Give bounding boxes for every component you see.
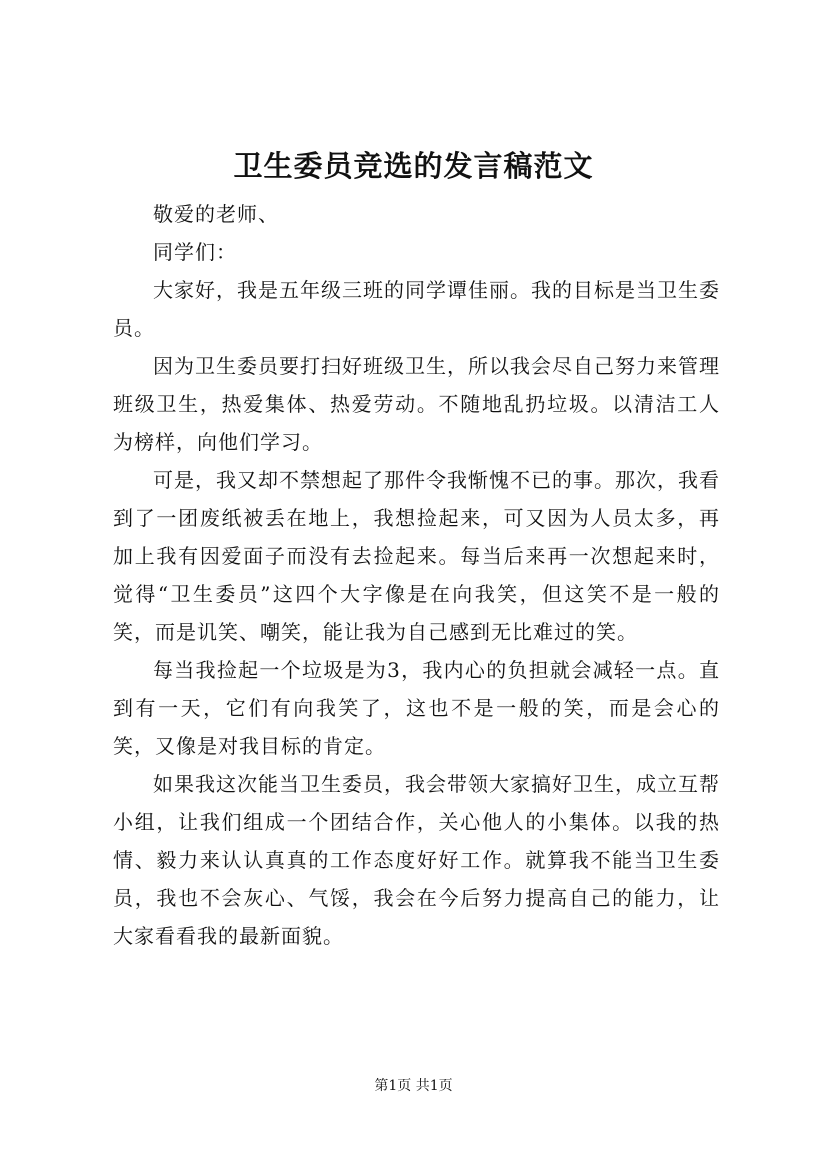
page-footer: 第1页 共1页: [374, 1078, 453, 1094]
paragraph-salutation-1: 敬爱的老师、: [153, 202, 279, 226]
paragraph-story: 可是，我又却不禁想起了那件令我惭愧不已的事。那次，我看到了一团废纸被丢在地上，我想捡起来，可又因为人员太多，再加上我有因爱面子而没有去捡起来。每当后来再一次想起来时，觉得“卫生委员”这四个大字像是在向我笑，但这笑不是一般的笑，而是讥笑、嘲笑，能让我为自己感到无比难过的笑。: [113, 468, 720, 644]
paragraph-salutation-2: 同学们：: [153, 240, 237, 264]
paragraph-greeting: 大家好，我是五年级三班的同学谭佳丽。我的目标是当卫生委员。: [113, 278, 720, 340]
paragraph-reason: 因为卫生委员要打扫好班级卫生，所以我会尽自己努力来管理班级卫生，热爱集体、热爱劳动。不随地乱扔垃圾。以清洁工人为榜样，向他们学习。: [113, 354, 720, 454]
paragraph-pledge: 如果我这次能当卫生委员，我会带领大家搞好卫生，成立互帮小组，让我们组成一个团结合作，关心他人的小集体。以我的热情、毅力来认认真真的工作态度好好工作。就算我不能当卫生委员，我也不会灰心、气馁，我会在今后努力提高自己的能力，让大家看看我的最新面貌。: [113, 772, 720, 948]
document-title: 卫生委员竞选的发言稿范文: [233, 149, 594, 183]
document-body: [113, 195, 720, 955]
paragraph-progress: 每当我捡起一个垃圾是为3，我内心的负担就会减轻一点。直到有一天，它们有向我笑了，这也不是一般的笑，而是会心的笑，又像是对我目标的肯定。: [113, 658, 720, 758]
